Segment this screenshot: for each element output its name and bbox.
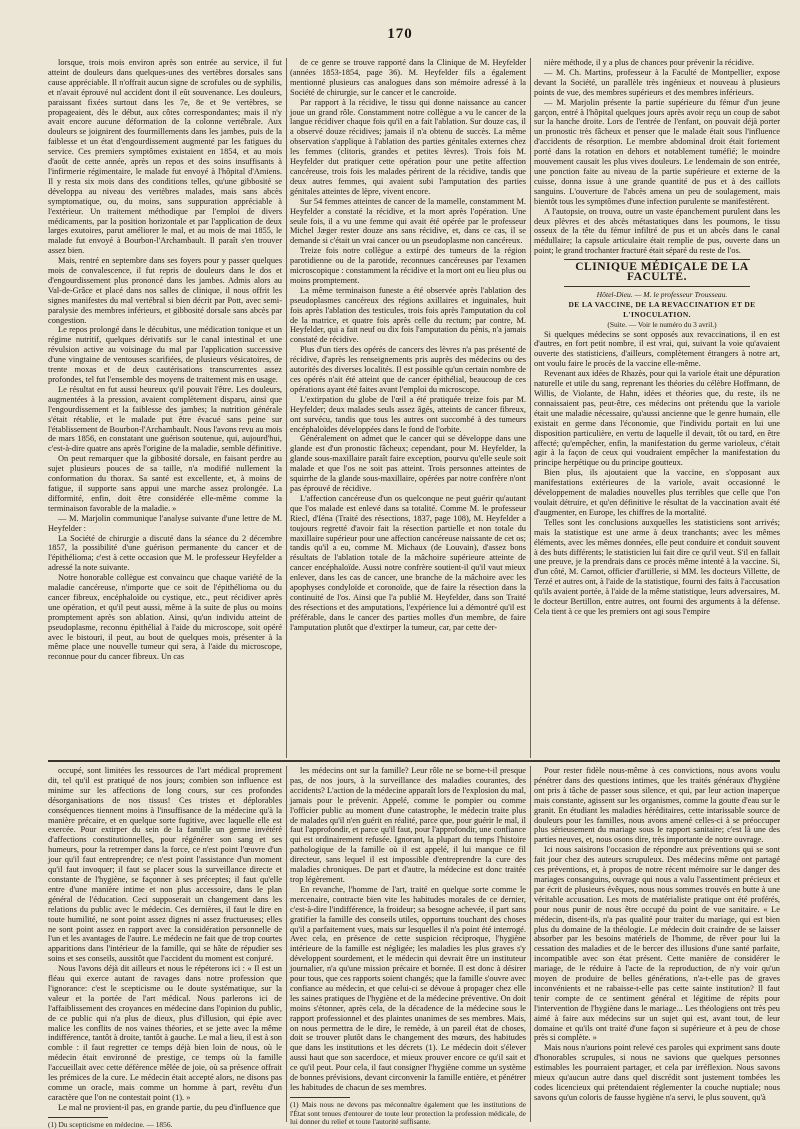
footnote: (1) Du scepticisme en médecine. — 1856. [48,1119,173,1129]
paragraph: Sur 54 femmes atteintes de cancer de la mamelle, constamment M. Heyfelder a constaté la récidive, et la mort après l'opération. Une seule fois, il a vu une femme qui avait été opérée par le professeur Michel Jæger rester douze ans sans récidive, et, dans ce cas, il se demande si c'était un vrai cancer ou un pseudoplasme non cancéreux. [290,196,526,246]
paragraph: Plus d'un tiers des opérés de cancers des lèvres n'a pas présenté de récidive, d'après les renseignements pris auprès des médecins ou des autorités des diverses localités. Il est possible qu'un certain nombre de ces opérés n'ait été atteint que de cancer épithélial, beaucoup de ces opérations ayant été faites avant l'emploi du microscope. [290,345,526,394]
footnote-rule [48,1117,108,1118]
paragraph: Notre honorable collègue est convaincu que chaque variété de la maladie cancéreuse, n'importe que ce soit de l'épithélioma ou du cancer fibreux, encéphaloïde ou cystique, etc., peut récidiver après une opération, et qu'il peut aussi, même à la suite de plus ou moins promptement après son ablation. Ainsi, qu'un individu atteint de pseudoplasme, reconnu épithélial à l'aide du microscope, soit opéré avec le bistouri, il peut, au bout de quelques mois, présenter à la même place une nouvelle tumeur qui sera, à l'aide du microscope, reconnue pour du cancer fibreux. Un cas [48,573,282,662]
page-header [0,0,800,42]
paragraph: les médecins ont sur la famille? Leur rôle ne se borne-t-il presque pas, de nos jours, à la surveillance des maladies courantes, des accidents? L'action de la médecine apparaît lors de l'explosion du mal, jamais pour le prévenir. Appelé, comme le pompier ou comme l'officier public au moment d'une catastrophe, le médecin traite plus de malades qu'il n'en guérit en réalité, parce que, pour guérir le mal, il faut l'approfondir, et parce qu'il faut, pour l'approfondir, une confiance qui est ordinairement refusée. Ignorant, la plupart du temps l'histoire pathologique de la famille où il est appelé, il lui manque ce fil directeur, sans lequel il est impossible d'entreprendre la cure des maladies chroniques. De part et d'autre, la médecine est donc traitée trop légèrement. [290,766,526,884]
paragraph: Par rapport à la récidive, le tissu qui donne naissance au cancer joue un grand rôle. Constamment notre collègue a vu le cancer de la langue récidiver chaque fois qu'il en a fait l'ablation. Sur douze cas, il a observé douze récidives; jamais il n'a obtenu de succès. La même observation s'applique à l'ablation des parties génitales externes chez les femmes (clitoris, grandes et petites lèvres). Trois fois M. Heyfelder dut pratiquer cette opération pour une petite affection cancéreuse, trois fois les malades périrent de la récidive, tandis que deux autres femmes, qui avaient subi l'amputation des parties génitales atteintes de lèpre, vivent encore. [290,97,526,196]
paragraph: La même terminaison funeste a été observée après l'ablation des pseudoplasmes cancéreux des régions axillaires et inguinales, huit fois après l'ablation des testicules, trois fois après l'amputation du col de la matrice, et quatre fois après celle du rectum; par contre, M. Heyfelder, qui a fait neuf ou dix fois l'amputation du pénis, n'a jamais constaté de récidive. [290,285,526,345]
column-divider [286,766,287,1122]
paragraph: Bien plus, ils ajoutaient que la vaccine, en s'opposant aux manifestations extérieures de la variole, avait occasionné le développement de maladies nouvelles plus terribles que celle que l'on voulait détruire, et qu'en définitive le résultat de la vaccination avait été d'augmenter, en Europe, les chiffres de la mortalité. [534,468,780,517]
bleed-through-text [640,2,643,14]
paragraph: Telles sont les conclusions auxquelles les statisticiens sont arrivés; mais la statistique est une arme à deux tranchants; avec les mêmes éléments, avec les mêmes données, elle peut conduire et conduit souvent à des buts différents; le statisticien lui fait dire ce qu'il veut. S'il en fallait une preuve, je la prendrais dans ce procès même intenté à la vaccine. Si, d'un côté, M. Carnot, officier d'artillerie, si MM. les docteurs Villette, de Terzé et autres ont, à l'aide de la statistique, fourni des faits à l'accusation qu'ils avaient portée, à l'aide de la même statistique, leurs adversaires, M. le docteur Bertillon, entre autres, ont fourni des arguments à la défense. Cela tient à ce que les premiers ont agi sous l'empire [534,517,780,616]
paragraph: En revanche, l'homme de l'art, traité en quelque sorte comme le mercenaire, contracte bien vite les habitudes morales de ce dernier, c'est-à-dire l'indifférence, la froideur; sa besogne achevée, il part sans gratifier la famille des conseils utiles, opportuns touchant des choses qu'il a parfaitement vues, mais sur lesquelles il n'a point été interrogé. Avec cela, en présence de cette suspicion réciproque, l'hygiène intérieure de la famille est négligée; les maladies les plus graves s'y développent sourdement, et le médecin qui devrait être un instituteur journalier, n'a qu'une mission précaire et bornée. Il est donc à désirer pour tous, que ces rapports soient changés; que la famille s'ouvre avec confiance au médecin, et que celui-ci se dévoue à propager chez elle les saines pratiques de l'hygiène et de la médecine préventive. On doit moins s'étonner, après cela, de la décadence de la médecine sous le rapport professionnel et des plaintes unanimes de ses membres. Mais, on nous permettra de le dire, le remède, à un pareil état de choses, doit se trouver plutôt dans le changement des mœurs, des habitudes que dans les institutions et les décrets (1). Le médecin doit s'élever aussi haut que son sacerdoce, et mieux prouver encore ce qu'il sait et ce qu'il peut. Pour cela, il faut consigner l'hygiène comme un système de bonnes prévisions, devant circonvenir la famille entière, et pénétrer les habitudes de chacun de ses membres. [290,884,526,1092]
clinic-rule [564,286,750,287]
paragraph: L'affection cancéreuse d'un os quelconque ne peut guérir qu'autant que l'os malade est enlevé dans sa totalité. Comme M. le professeur Riecl, d'Iéna (Traité des résections, 1837, page 108), M. Heyfelder a toujours regretté d'avoir fait la résection partielle et non totale du maxillaire supérieur pour une affection cancéreuse naissante de cet os; tandis qu'il a eu, comme M. Michaux (de Louvain), d'assez bons résultats de l'ablation totale de la mâchoire supérieure atteinte de cancer encéphaloïde. Aussi notre confrère soutient-il qu'il vaut mieux enlever, dans les cas de cancer, une branche de la mâchoire avec les apophyses condyloïde et coronoïde, que de faire la résection dans la continuité de l'os. Ainsi que l'a publié M. Heyfelder, dans son Traité des résections et des amputations, l'expérience lui a démontré qu'il est préférable, dans le cancer des parties molles d'un membre, de faire l'amputation plutôt que d'extirper la tumeur, car, par cette der- [290,493,526,632]
paragraph: A l'autopsie, on trouva, outre un vaste épanchement purulent dans les deux plèvres et des abcès métastatiques dans les poumons, le tissu osseux de la tête du fémur infiltré de pus et un abcès dans le canal médullaire; la capsule articulaire était remplie de pus, ouverte dans un point; le grand trochanter fracturé était séparé du reste de l'os. [534,206,780,256]
paragraph: Nous l'avons déjà dit ailleurs et nous le répéterons ici : « Il est un fléau qui exerce autant de ravages dans notre profession que l'ignorance: c'est le scepticisme ou le doute systématique, sur la valeur et la portée de l'art médical. Nous parlerons ici de l'affaiblissement des croyances en médecine dans l'opinion du public, de ce public qui n'a plus de dieux, plus d'illusion, qui épie avec malice les conflits de nos vaines théories, et se jette avec la même indifférence, tantôt à droite, tantôt à gauche. Le mal a lieu, il est à son comble : il faut regretter ce temps déjà bien loin de nous, où le médecin était environné de prestige, ce temps où la famille l'accueillait avec cette déférence mêlée de joie, où sa présence offrait les prémices de la cure. Le médecin était accepté alors, ne disons pas comme un oracle, mais comme un homme à part, revêtu d'un caractère que l'on ne contestait point (1). » [48,964,282,1102]
paragraph: Revenant aux idées de Rhazès, pour qui la variole était une dépuration naturelle et utile du sang, reprenant les théories du célèbre Hoffmann, de Willis, de Violante, de Hahn, idées et théories que, du reste, ils ne connaissaient pas, peut-être, ces médecins ont prétendu que la variole était une maladie nécessaire, qu'aussi ancienne que le genre humain, elle existait en germe dans l'économie, que l'individu portait en lui une disposition particulière, en vertu de laquelle il devait, tôt ou tard, en être affecté; qu'empêcher, enfin, la manifestation du germe varioleux, c'était agir à la façon de ceux qui voudraient empêcher la manifestation du principe herpétique ou du principe goutteux. [534,369,780,468]
column-divider [286,58,287,758]
paragraph: Mais nous n'aurions point relevé ces paroles qui expriment sans doute d'honorables scrupules, si nous ne savions que quelques personnes estimables les pourraient partager, et cela par irréflexion. Nous savons mieux qu'aucun autre dans quel discrédit sont justement tombées les codes licencieux qui prétendaient réglementer la couche nuptiale; nous savons qu'un coloris de fausse hygiène n'a servi, le plus souvent, qu'à [534,1043,780,1102]
paragraph: Le repos prolongé dans le décubitus, une médication tonique et un régime nutritif, quelques dérivatifs sur le canal intestinal et une révulsion active au voisinage du mal par l'application successive d'une vingtaine de ventouses scarifiées, de plusieurs vésicatoires, de trente moxas et de deux cautérisations transcurrentes assez profondes, tel fut l'ensemble des moyens de traitement mis en usage. [48,325,282,384]
column-divider [530,766,531,1122]
paragraph: Le résultat en fut aussi heureux qu'il pouvait l'être. Les douleurs, augmentées à la pression, avaient complètement disparu, ainsi que l'engourdissement et la faiblesse des jambes; la nutrition générale s'était rétablie, et le malade put être évacué sans peine sur l'établissement de Bourbon-l'Archambault. Nous l'avons revu au mois de mars 1856, en constatant une guérison soutenue, qui, aujourd'hui, c'est-à-dire quatre ans après l'origine de la maladie, semble définitive. [48,384,282,454]
paragraph: Treize fois notre collègue a extirpé des tumeurs de la région parotidienne ou de la parotide, reconnues cancéreuses par l'examen microscopique : constamment la récidive et la mort ont eu lieu plus ou moins promptement. [290,246,526,285]
paragraph: nière méthode, il y a plus de chances pour prévenir la récidive. [544,58,754,67]
clinic-header [534,259,780,329]
top-column-3 [534,58,780,758]
bottom-column-2 [290,766,526,1127]
page-number: 170 [387,26,413,42]
clinic-title: CLINIQUE MÉDICALE DE LA FACULTÉ. [575,261,749,284]
paragraph: occupé, sont limitées les ressources de l'art médical proprement dit, tel qu'il est pratiqué de nos jours; combien son influence est minime sur les affections de long cours, sur ces profondes désorganisations de nos tissus! Ces tristes et déplorables conséquences tiennent moins à l'insuffisance de la médecine qu'à la manière précaire, et en quelque sorte fugitive, avec laquelle elle est exercée. Pour extirper du sein de la famille un germe invétéré d'affections constitutionnelles, pour régénérer son sang et ses humeurs, pour la retremper dans la force, ce n'est point l'œuvre d'un jour qu'il faut entreprendre; ce n'est point l'assistance d'un moment qu'il faut invoquer; il faut se placer sous la surveillance directe et constante de l'hygiène, se façonner à ses préceptes; il faut qu'elle entre d'une manière intime et non plus accessoire, dans le plan général de l'éducation. Ceci supposerait un changement dans les relations du public avec le médecin. Ces dernières, il faut le dire en toute humilité, ne sont point assez dignes ni assez fructueuses; elles ne sont point assez en rapport avec la considération personnelle de l'un et les avantages de l'autre. Le médecin ne fait que de trop courtes apparitions dans l'intérieur de la famille, qui se hâte de répudier ses soins et ses conseils, aussitôt que l'accident du moment est conjuré. [48,766,282,964]
paragraph: lorsque, trois mois environ après son entrée au service, il fut atteint de douleurs dans quelques-unes des vertèbres dorsales sans cause appréciable. Il n'offrait aucun signe de scrofules ou de syphilis, et n'avait éprouvé nul accident dont il eût souvenance. Les douleurs, paraissant fixées surtout dans les 7e, 8e et 9e vertèbres, se propageaient, dès le début, aux côtes correspondantes; mais il n'y avait encore aucune déformation de la colonne vertébrale. Aux douleurs se joignirent des fourmillements dans les jambes, puis de la faiblesse et un état d'engourdissement augmenté par les fatigues du service. Ces premiers symptômes existaient en 1854, et au mois d'août de cette année, après un repos et des soins insuffisants à l'infirmerie régimentaire, le malade fut envoyé à l'hôpital d'Amiens. Il y resta six mois dans des conditions telles, qu'une gibbosité se développa au niveau des vertèbres malades, mais sans abcès symptomatique, ou, du moins, sans suppuration appréciable à l'extérieur. Un traitement méthodique par l'emploi de divers médicaments, par la position horizontale et par l'application de deux larges exutoires, parut améliorer le mal, et au mois de mai 1855, le malade fut envoyé à Bourbon-l'Archambault. Il paraît s'en trouver assez bien. [48,58,282,256]
paragraph: Ici nous saisirons l'occasion de répondre aux préventions qui se sont fait jour chez des auteurs scrupuleux. Des médecins même ont partagé ces préventions, et, à propos de notre récent mémoire sur le danger des mariages consanguins, ouvrage qui nous a valu l'assentiment précieux et par écrit de plusieurs évêques, nous nous sommes trouvés en butte à une véritable accusation. Les mots de matérialiste pratique ont été proférés, pour nous punir de nous être occupé du point de vue sanitaire. « Le médecin, disent-ils, n'a pas qualité pour traiter du mariage, qui est bien plus du domaine de la théologie. Le médecin doit craindre de se laisser absorber par les besoins matériels de l'homme, de rêver pour lui la cessation des maladies et de le bercer des illusions d'une santé parfaite, incompatible avec son état présent. Cette manière de considérer le mariage, de le réduire à l'acte de la reproduction, de n'y voir qu'un moyen de produire de belles générations, n'a-t-elle pas de graves inconvénients et ne rabaisse-t-elle pas cette sainte institution? Il faut tenir compte de ce sentiment général et légitime de répits pour l'intervention de l'hygiène dans le mariage... Les théologiens ont très peu aimé à faire aux médecins sur un sujet qui est, avant tout, de leur domaine et qu'ils ont traité d'une façon si supérieure et à peu de chose près si complète. » [534,845,780,1043]
clinic-topic: DE LA VACCINE, DE LA REVACCINATION ET DE L'INOCULATION. [568,299,756,319]
paragraph: Généralement on admet que le cancer qui se développe dans une glande est d'un pronostic fâcheux; cependant, pour M. Heyfelder, la glande sous-maxillaire paraît faire exception, pourvu qu'elle seule soit malade et que l'os ne soit pas atteint. Trois personnes atteintes de squirrhe de la glande sous-maxillaire, opérées par notre confrère n'ont pas éprouvé de récidive. [290,434,526,493]
top-column-2 [290,58,526,758]
bleed-through-text [175,2,178,14]
clinic-rule [564,259,750,260]
bottom-column-1 [48,766,282,1129]
paragraph: Le mal ne provient-il pas, en grande partie, du peu d'influence que [58,1102,281,1112]
clinic-hospital: Hôtel-Dieu. — M. le professeur Trousseau. [596,289,728,299]
paragraph: On peut remarquer que la gibbosité dorsale, en faisant perdre au sujet plusieurs pouces de sa taille, n'a modifié nullement la conformation du thorax. Sa santé est excellente, et, à moins de fatigue, il supporte sans appui une marche assez prolongée. La difformité, enfin, doit être considérée elle-même comme la terminaison favorable de la maladie. » [48,454,282,513]
paragraph: — M. Marjolin communique l'analyse suivante d'une lettre de M. Heyfelder : [48,513,282,533]
paragraph: Pour rester fidèle nous-même à ces convictions, nous avons voulu pénétrer dans des questions intimes, que les traités généraux d'hygiène ont pris à tâche de passer sous silence, et qui, par leur action inaperçue mais constante, agissent sur les organismes, comme la goutte d'eau sur le granit. En étudiant les maladies héréditaires, cette intarissable source de douleurs pour les familles, nous avons amené celles-ci à se préoccuper plus sérieusement du mariage sous le rapport sanitaire; c'est là une des parties neuves, et, nous osons dire, très importante de notre ouvrage. [534,766,780,845]
column-divider [530,58,531,758]
paragraph: de ce genre se trouve rapporté dans la Clinique de M. Heyfelder (années 1853-1854, page 36). M. Heyfelder fils a également mentionné plusieurs cas analogues dans son mémoire adressé à la Société de chirurgie, sur le cancer et le cancroïde. [290,58,526,97]
paragraph: L'extirpation du globe de l'œil a été pratiquée treize fois par M. Heyfelder; deux malades seuls assez âgés, atteints de cancer fibreux, ont survécu, tandis que tous les autres ont succombé à des tumeurs encéphaloïdes développées dans le fond de l'orbite. [290,394,526,434]
bottom-column-3 [534,766,780,1122]
top-column-1 [48,58,282,758]
paragraph: Mais, rentré en septembre dans ses foyers pour y passer quelques mois de convalescence, il fut repris de douleurs dans le dos et d'engourdissement plus prononcé dans les jambes. Admis alors au Val-de-Grâce et placé dans nos salles de clinique, il nous offrit les signes manifestes du mal vertébral si bien décrit par Pott, avec semi-paralysie des membres inférieurs, et gibbosité dorsale sans abcès par congestion. [48,256,282,325]
section-divider [48,760,780,762]
footnote: (1) Mais nous ne devons pas méconnaître également que les institutions de l'État sont tenues d'entourer de toute leur protection la profession médicale, de lui donner du relief et toute l'autorité suffisante. [290,1099,526,1127]
paragraph: La Société de chirurgie a discuté dans la séance du 2 décembre 1857, la possibilité d'une guérison permanente du cancer et de l'épithélioma; c'est à cette occasion que M. le professeur Heyfelder a adressé la note suivante. [48,533,282,573]
paragraph: Si quelques médecins se sont opposés aux revaccinations, il en est d'autres, en fort petit nombre, il est vrai, qui, suivant la voie qu'avaient ouverte des statisticiens, d'ailleurs, complètement étrangers à notre art, ont voulu faire le procès de la vaccine elle-même. [534,329,780,369]
paragraph: — M. Ch. Martins, professeur à la Faculté de Montpellier, expose devant la Société, un parallèle très ingénieux et nouveau à plusieurs points de vue, des membres supérieurs et des membres inférieurs. [534,67,780,97]
footnote-rule [290,1097,350,1098]
clinic-suite: (Suite. — Voir le numéro du 3 avril.) [607,319,717,329]
paragraph: — M. Marjolin présente la partie supérieure du fémur d'un jeune garçon, entré à l'hôpital quelques jours après avoir reçu un coup de sabot sur la hanche droite. Lors de l'entrée de l'enfant, on pouvait déjà porter un pronostic très fâcheux et penser que le malade était sous l'influence d'accidents de résorption. Le membre abdominal droit était fortement porté dans la rotation en dehors et notablement tuméfié; le moindre mouvement causait les plus vives douleurs. Le lendemain de son entrée, une ponction faite au niveau de la partie supérieure et externe de la cuisse, donna issue à une grande quantité de pus et à des caillots sanguins. L'ouverture de l'abcès amena un peu de soulagement, mais bientôt tous les symptômes d'une infection purulente se manifestèrent. [534,97,780,206]
